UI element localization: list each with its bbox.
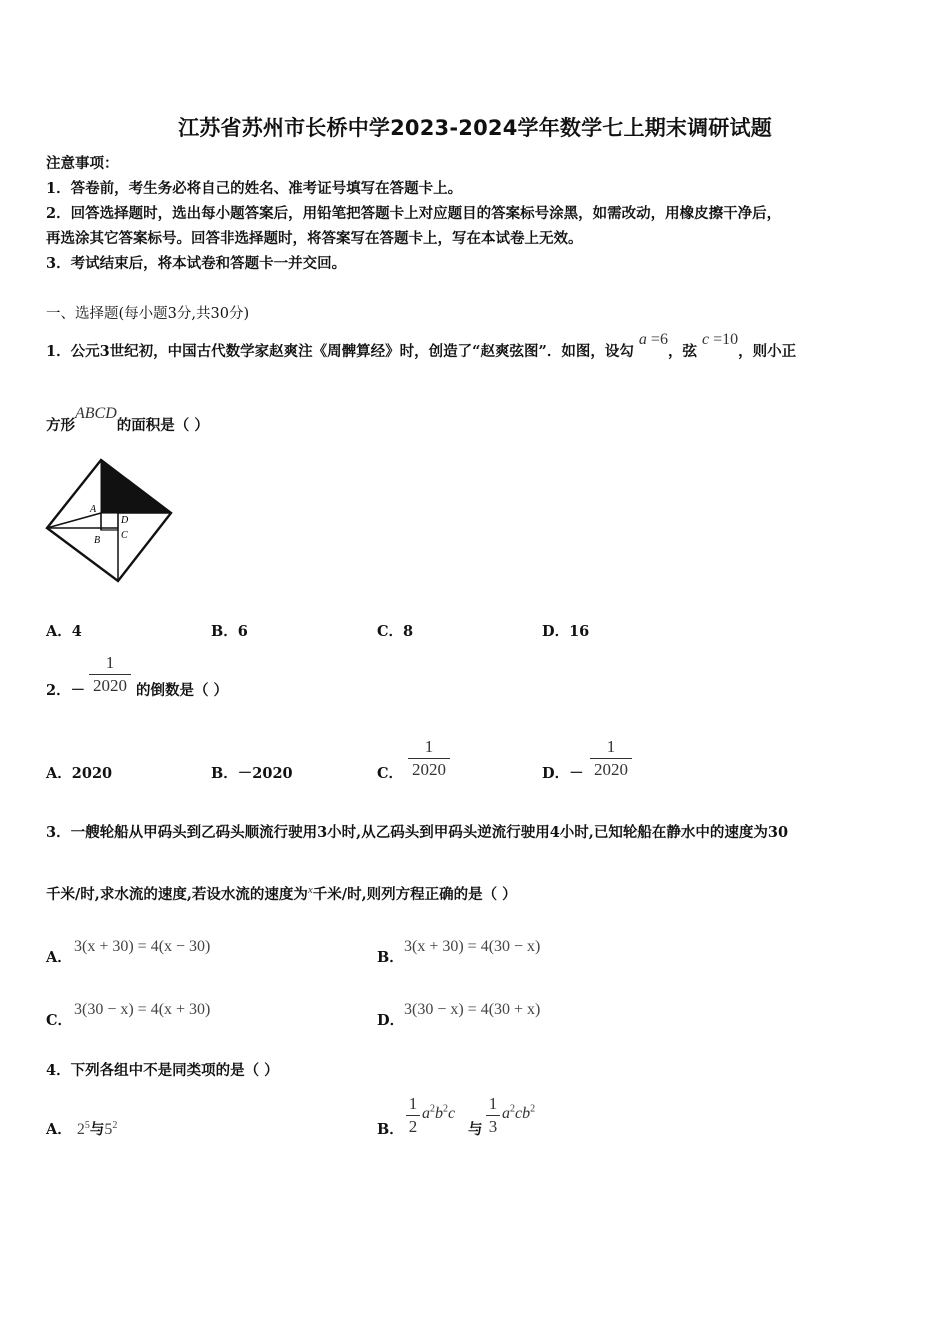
q4-a-exp1: 5 (84, 1120, 90, 1132)
q3-x-var: x (307, 884, 313, 896)
option-text: 6 (237, 623, 248, 640)
q3-option-b-equation: 3(x + 30) = 4(30 − x) (404, 938, 541, 955)
fraction-den: 3 (488, 1117, 498, 1136)
option-letter: B． (211, 623, 238, 640)
q4-b-t1c: c (448, 1105, 456, 1122)
q2-suffix: 的倒数是（ ） (136, 682, 229, 699)
shaded-triangle (101, 460, 171, 513)
option-letter: D．－ (542, 765, 584, 782)
page-title: 江苏省苏州市长桥中学2023-2024学年数学七上期末调研试题 (178, 116, 772, 140)
q4-stem: 4．下列各组中不是同类项的是（ ） (46, 1062, 279, 1079)
q1-stem-text-2: 方形 (46, 417, 75, 434)
q2-fraction (89, 653, 131, 696)
q4-b-t2c: cb (515, 1105, 531, 1122)
fig-label-d: D (121, 515, 129, 526)
q3-option-d-equation: 3(30 − x) = 4(30 + x) (404, 1001, 541, 1018)
q2-prefix: 2．－ (46, 682, 86, 699)
q1-a-var: a (638, 331, 647, 348)
fraction-num: 1 (488, 1094, 498, 1113)
q1-stem-end: ，则小正 (738, 343, 797, 360)
fraction-num: 1 (606, 737, 616, 756)
q1-stem-line2 (46, 405, 209, 435)
zhao-shuang-figure (44, 455, 174, 585)
fraction-bar (89, 674, 131, 675)
option-letter: D． (542, 623, 570, 640)
q1-sep: ，弦 (667, 343, 697, 360)
q2-fraction-num: 1 (105, 653, 115, 672)
section-heading: 一、选择题(每小题3分,共30分) (46, 306, 250, 322)
q2-fraction-den: 2020 (93, 676, 127, 695)
q1-stem-line1 (46, 331, 797, 361)
q4-b-t1b-exp: 2 (443, 1103, 448, 1115)
q4-option-b-letter[interactable]: B． (377, 1121, 404, 1138)
option-letter: A． (46, 1121, 72, 1138)
q3-stem-line1: 3．一艘轮船从甲码头到乙码头顺流行驶用3小时,从乙码头到甲码头逆流行驶用4小时,已知轮船在静水中的速度为30 (46, 824, 789, 841)
option-letter: B． (211, 765, 238, 782)
q1-option-b[interactable] (211, 620, 248, 641)
fraction-den: 2 (408, 1117, 418, 1136)
q2-option-b[interactable] (211, 762, 293, 783)
q4-b-t1b: b (435, 1105, 443, 1122)
q4-b-term-2 (502, 1103, 535, 1123)
notice-heading: 注意事项： (46, 155, 119, 172)
fraction-den: 2020 (594, 760, 628, 779)
option-text: 2020 (71, 765, 113, 782)
fraction-num: 1 (408, 1094, 418, 1113)
q3-option-b-letter[interactable]: B． (377, 949, 404, 966)
q3-stem-line2 (46, 883, 517, 904)
fraction-den: 2020 (412, 760, 446, 779)
q3-option-a-equation: 3(x + 30) = 4(x − 30) (74, 938, 211, 955)
option-letter: A． (46, 623, 72, 640)
q4-a-base2: 5 (104, 1121, 113, 1138)
q3-option-c-letter[interactable]: C． (46, 1012, 73, 1029)
q3-option-c-equation: 3(30 − x) = 4(x + 30) (74, 1001, 211, 1018)
notice-item-3: 3．考试结束后，将本试卷和答题卡一并交回。 (46, 255, 347, 272)
fraction-bar (486, 1115, 500, 1116)
fig-label-c: C (121, 530, 128, 541)
option-text: 4 (71, 623, 82, 640)
q4-a-base1: 2 (76, 1121, 85, 1138)
notice-item-1: 1．答卷前，考生务必将自己的姓名、准考证号填写在答题卡上。 (46, 180, 463, 197)
fraction-bar (408, 758, 450, 759)
fraction-bar (406, 1115, 420, 1116)
fig-label-b: B (94, 535, 101, 546)
q4-b-t2a-exp: 2 (510, 1103, 515, 1115)
q2-option-c[interactable] (377, 762, 403, 783)
fig-label-shaded: 弦(c) (130, 472, 147, 480)
notice-item-2-cont: 再选涂其它答案标号。回答非选择题时，将答案写在答题卡上，写在本试卷上无效。 (46, 230, 583, 247)
q4-a-exp2: 2 (112, 1120, 118, 1132)
option-letter: C． (377, 765, 404, 782)
q4-b-t2a: a (502, 1105, 510, 1122)
q4-b-fraction-1 (406, 1094, 420, 1137)
q1-abcd: ABCD (75, 405, 117, 422)
q4-b-mid: 与 (468, 1121, 483, 1138)
q4-b-t1a: a (422, 1105, 430, 1122)
q1-option-a[interactable] (46, 620, 82, 641)
inner-line-1 (47, 513, 101, 528)
q1-stem-text: 1．公元3世纪初，中国古代数学家赵爽注《周髀算经》时，创造了“赵爽弦图”．如图，设勾 (46, 343, 634, 360)
q4-a-mid: 与 (89, 1121, 105, 1138)
q4-b-fraction-2 (486, 1094, 500, 1137)
q1-option-d[interactable] (542, 620, 589, 641)
q2-option-c-fraction (408, 737, 450, 780)
q2-option-d-fraction (590, 737, 632, 780)
fraction-bar (590, 758, 632, 759)
q3-stem-text-2: 千米/时,则列方程正确的是（ ） (312, 886, 517, 903)
q2-option-d[interactable] (542, 762, 584, 783)
fig-label-a: A (90, 504, 97, 515)
q1-c-var: c (702, 331, 710, 348)
q2-option-a[interactable] (46, 762, 112, 783)
fraction-num: 1 (424, 737, 434, 756)
q1-stem-text-3: 的面积是（ ） (116, 417, 209, 434)
option-letter: A． (46, 765, 72, 782)
q4-b-term-1 (422, 1103, 455, 1123)
option-text: －2020 (237, 765, 293, 782)
q1-a-value: =6 (646, 331, 668, 348)
q3-stem-text: 千米/时,求水流的速度,若设水流的速度为 (46, 886, 308, 903)
q4-b-t1a-exp: 2 (430, 1103, 435, 1115)
q1-c-value: =10 (709, 331, 739, 348)
q3-option-a-letter[interactable]: A． (46, 949, 72, 966)
q4-option-a[interactable] (46, 1118, 117, 1139)
q1-option-c[interactable] (377, 620, 413, 641)
option-text: 8 (403, 623, 414, 640)
q3-option-d-letter[interactable]: D． (377, 1012, 405, 1029)
option-text: 16 (569, 623, 590, 640)
option-letter: C． (377, 623, 404, 640)
notice-item-2: 2．回答选择题时，选出每小题答案后，用铅笔把答题卡上对应题目的答案标号涂黑，如需改动，用橡皮擦干净后， (46, 205, 782, 222)
q4-b-t2c-exp: 2 (530, 1103, 536, 1115)
